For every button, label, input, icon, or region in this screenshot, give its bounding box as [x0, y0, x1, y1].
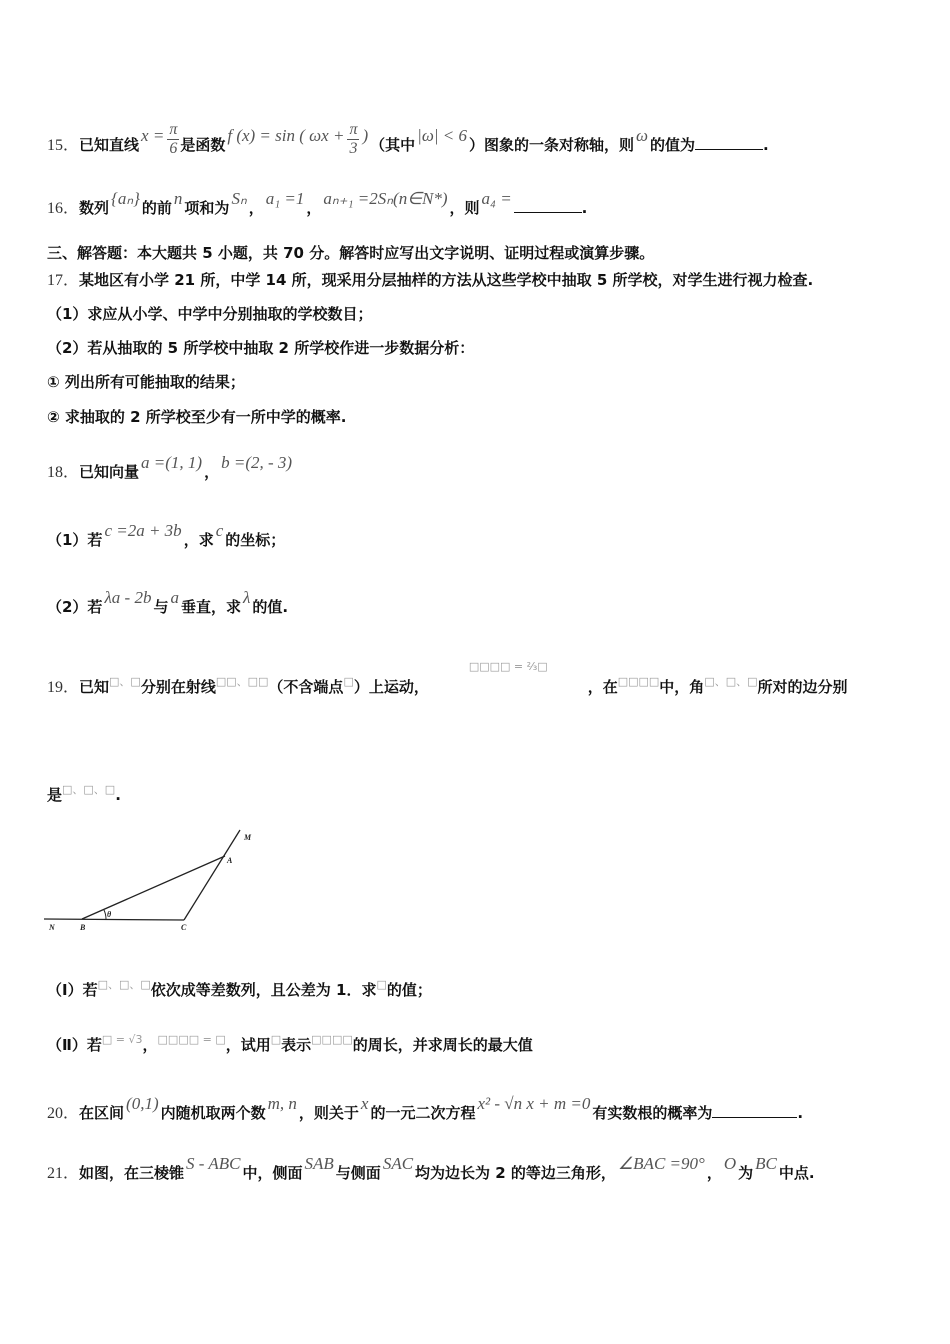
text: 已知向量 [79, 463, 140, 481]
math-expression: aₙ₊₁ =2Sₙ(n∈N*) [323, 189, 448, 208]
text: 已知直线 [79, 136, 140, 154]
answer-blank [514, 198, 582, 213]
text: 的周长，并求周长的最大值 [352, 1036, 533, 1054]
text: 的坐标； [225, 531, 286, 549]
math-expression: SAC [382, 1154, 414, 1173]
text: ）图象的一条对称轴，则 [468, 136, 634, 154]
math-expression: a₁ =1 [265, 189, 305, 208]
math-expression: S - ABC [186, 1154, 241, 1173]
question-number: 20． [47, 1105, 80, 1122]
geometry-figure [44, 826, 264, 941]
question-18-part-1 [47, 521, 286, 550]
question-number: 18． [47, 464, 80, 481]
missing-glyph-placeholder: □ [343, 675, 354, 688]
label-n: N [49, 923, 55, 932]
question-15 [47, 121, 769, 164]
text: ）上运动， [353, 678, 429, 696]
angle-arc [104, 910, 106, 919]
text: . [115, 786, 121, 804]
text: ，求 [183, 531, 214, 549]
question-17 [47, 270, 813, 291]
text: ，在 [587, 678, 618, 696]
math-expression: x² - √n x + m =0 [477, 1094, 591, 1113]
label-m: M [244, 833, 252, 842]
text: 中，侧面 [242, 1164, 303, 1182]
text: （不含端点 [268, 678, 344, 696]
question-19-cont [47, 785, 121, 807]
question-number: 17． [47, 272, 80, 289]
math-expression: m, n [267, 1094, 297, 1113]
math-expression: λa - 2b [104, 588, 152, 607]
text: 的前 [141, 199, 172, 217]
question-21 [47, 1154, 815, 1184]
text: ，则 [449, 199, 480, 217]
missing-glyph-placeholder: □□□□ [617, 675, 660, 688]
text: ， [706, 1164, 722, 1182]
math-expression: {aₙ} [111, 189, 140, 208]
math-expression: f (x) = sin ( ωx + [227, 126, 345, 145]
text: 数列 [79, 199, 110, 217]
math-expression: x [360, 1094, 369, 1113]
text: 三、解答题：本大题共 5 小题，共 70 分。解答时应写出文字说明、证明过程或演算步骤。 [47, 244, 655, 262]
question-number: 21． [47, 1165, 80, 1182]
text: （Ⅱ）若 [47, 1036, 102, 1054]
math-expression: c [215, 521, 224, 540]
numerator: π [169, 121, 178, 138]
math-expression: c =2a + 3b [104, 521, 182, 540]
missing-glyph-placeholder: □、□、□ [97, 978, 151, 991]
text: 的值为 [650, 136, 696, 154]
text: 垂直，求 [180, 598, 241, 616]
numerator: π [349, 121, 358, 138]
text: 表示 [281, 1036, 312, 1054]
math-expression: BC [755, 1154, 777, 1173]
math-expression: |ω| < 6 [417, 126, 467, 145]
text: 均为边长为 2 的等边三角形， [415, 1164, 616, 1182]
question-17-part-2-1 [47, 372, 245, 392]
text: （1）求应从小学、中学中分别抽取的学校数目； [47, 305, 373, 323]
math-expression: λ [243, 588, 251, 607]
math-expression: O [723, 1154, 737, 1173]
missing-glyph-placeholder: □□□□ = □ [157, 1033, 226, 1046]
missing-glyph-placeholder: □、□、□ [62, 783, 116, 796]
question-17-part-2-2 [47, 407, 347, 427]
text: 与侧面 [335, 1164, 381, 1182]
text: . [763, 136, 769, 154]
question-number: 15． [47, 137, 80, 154]
section-heading [47, 243, 654, 263]
text: . [581, 199, 588, 217]
question-18-part-2 [47, 588, 289, 617]
text: 是 [47, 786, 63, 804]
denominator: 3 [349, 140, 358, 157]
text: ② 求抽取的 2 所学校至少有一所中学的概率. [47, 408, 347, 426]
fraction [347, 121, 359, 158]
math-expression: a₄ = [481, 189, 512, 208]
text: 依次成等差数列，且公差为 1．求 [150, 981, 377, 999]
text: 是函数 [180, 136, 226, 154]
label-theta: θ [107, 910, 112, 919]
text: 项和为 [184, 199, 230, 217]
text: ，则关于 [298, 1104, 359, 1122]
missing-glyph-placeholder: □ [376, 978, 387, 991]
question-16 [47, 189, 588, 219]
missing-glyph-placeholder: □□、□□ [215, 675, 269, 688]
answer-blank [695, 135, 763, 150]
math-expression: ∠BAC =90° [617, 1154, 705, 1173]
text: （2）若 [47, 598, 103, 616]
text: （其中 [370, 136, 416, 154]
text: （Ⅰ）若 [47, 981, 98, 999]
text: （2）若从抽取的 5 所学校中抽取 2 所学校作进一步数据分析： [47, 339, 475, 357]
math-expression: x = [141, 126, 165, 145]
text: 的一元二次方程 [370, 1104, 476, 1122]
fraction [167, 121, 179, 158]
missing-glyph-placeholder: □□□□ = ⅔□ [468, 660, 548, 673]
text: 有实数根的概率为 [592, 1104, 713, 1122]
missing-glyph-placeholder: □ = √3 [101, 1033, 143, 1046]
label-b: B [80, 923, 86, 932]
text: 如图，在三棱锥 [79, 1164, 185, 1182]
question-20 [47, 1094, 804, 1124]
math-expression: ω [635, 126, 648, 145]
math-expression: n [173, 189, 183, 208]
missing-glyph-placeholder: □、□、□ [704, 675, 758, 688]
text: 某地区有小学 21 所，中学 14 所，现采用分层抽样的方法从这些学校中抽取 5 所学校，对学生进行视力检查. [79, 271, 814, 289]
text: ， [248, 199, 264, 217]
text: 所对的边分别 [757, 678, 848, 696]
math-expression: a [170, 588, 179, 607]
text: 的值； [386, 981, 432, 999]
text: 中点. [778, 1164, 815, 1182]
question-18 [47, 453, 294, 483]
text: ， [142, 1036, 158, 1054]
missing-glyph-placeholder: □□□□ [311, 1033, 353, 1046]
label-c: C [181, 923, 187, 932]
text: 已知 [79, 678, 110, 696]
text: 中，角 [659, 678, 705, 696]
math-expression: b =(2, - 3) [221, 453, 293, 472]
missing-glyph-placeholder: □、□ [109, 675, 141, 688]
question-17-part-1 [47, 304, 372, 324]
text: 与 [153, 598, 169, 616]
math-expression: SAB [304, 1154, 334, 1173]
text: 在区间 [79, 1104, 125, 1122]
math-expression: ) [362, 126, 369, 145]
text: ，试用 [225, 1036, 271, 1054]
text: . [797, 1104, 804, 1122]
missing-glyph-placeholder: □ [270, 1033, 282, 1046]
question-17-part-2 [47, 338, 474, 358]
ray-bn [44, 919, 184, 920]
math-expression: Sₙ [231, 189, 247, 208]
answer-blank [712, 1103, 797, 1118]
text: 内随机取两个数 [160, 1104, 266, 1122]
text: 的值. [252, 598, 289, 616]
question-19-part-2 [47, 1035, 533, 1057]
question-number: 19． [47, 679, 80, 696]
question-number: 16． [47, 200, 80, 217]
question-19 [47, 660, 848, 699]
text: ① 列出所有可能抽取的结果； [47, 373, 245, 391]
text: （1）若 [47, 531, 103, 549]
denominator: 6 [169, 140, 178, 157]
math-expression: (0,1) [126, 1094, 159, 1113]
ray-cm [184, 830, 240, 920]
text: 分别在射线 [140, 678, 216, 696]
math-expression: a =(1, 1) [141, 453, 203, 472]
text: ， [204, 463, 220, 481]
text: 为 [738, 1164, 754, 1182]
label-a: A [227, 856, 233, 865]
text: ， [306, 199, 322, 217]
question-19-part-1 [47, 980, 432, 1002]
